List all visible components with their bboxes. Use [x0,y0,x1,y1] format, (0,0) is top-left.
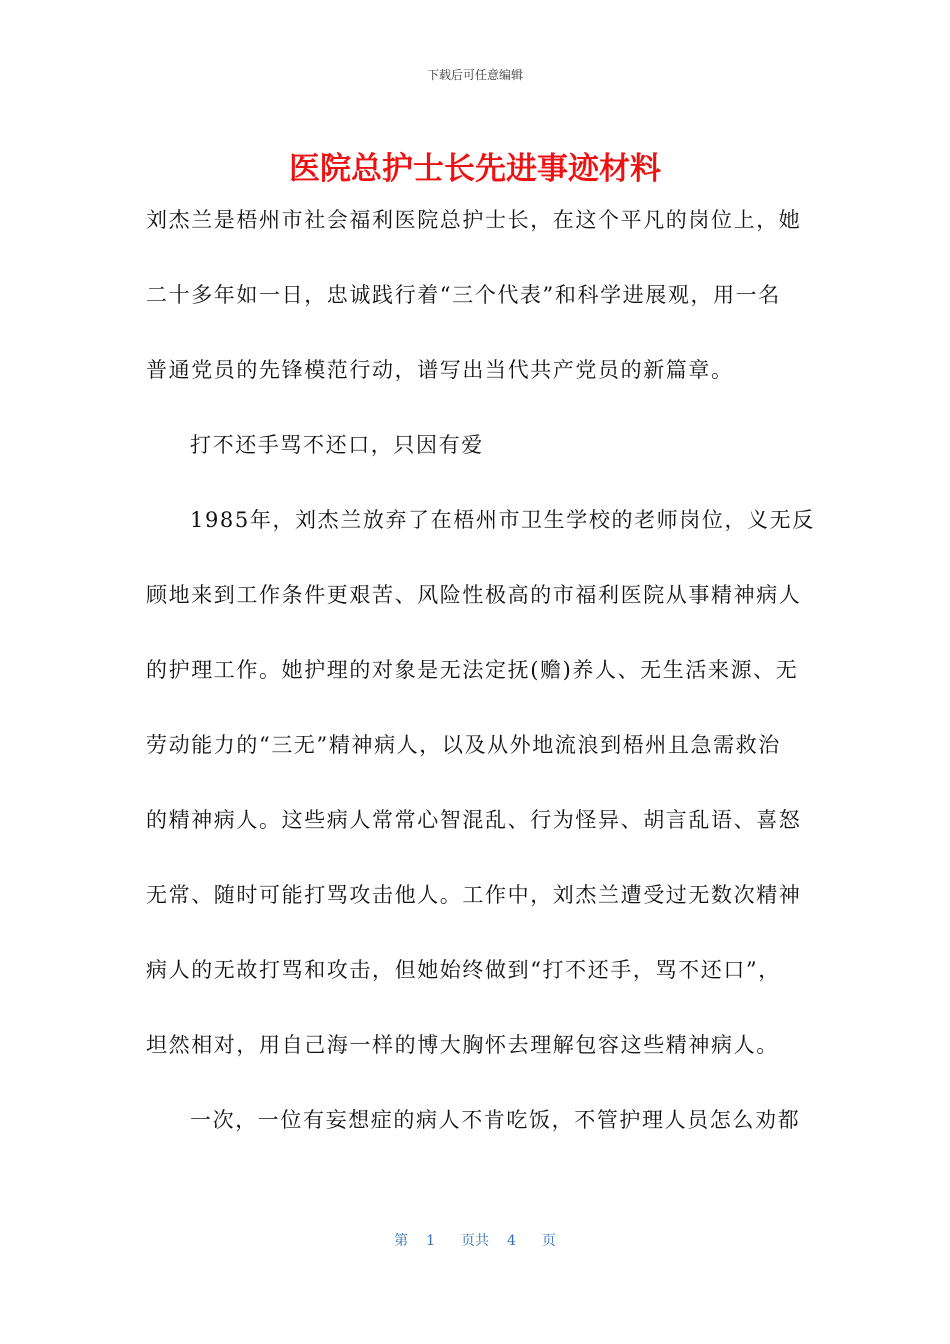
footer-total-pages: 4 [507,1233,516,1249]
footer-current-page: 1 [426,1233,435,1249]
footer-middle: 页共 [461,1233,489,1249]
paragraph-line: 刘杰兰是梧州市社会福利医院总护士长，在这个平凡的岗位上，她 [146,208,802,232]
paragraph-line: 的护理工作。她护理的对象是无法定抚(赡)养人、无生活来源、无 [146,658,799,682]
footer-prefix: 第 [394,1233,409,1249]
paragraph-line: 普通党员的先锋模范行动，谱写出当代共产党员的新篇章。 [146,358,734,382]
paragraph-line: 的精神病人。这些病人常常心智混乱、行为怪异、胡言乱语、喜怒 [146,808,802,832]
document-title: 医院总护士长先进事迹材料 [289,151,661,187]
paragraph-line: 病人的无故打骂和攻击，但她始终做到“打不还手，骂不还口”， [146,958,781,982]
paragraph-line: 二十多年如一日，忠诚践行着“三个代表”和科学进展观，用一名 [146,283,781,307]
footer-suffix: 页 [541,1233,556,1249]
paragraph-line: 劳动能力的“三无”精神病人，以及从外地流浪到梧州且急需救治 [146,733,781,757]
paragraph-line: 无常、随时可能打骂攻击他人。工作中，刘杰兰遭受过无数次精神 [146,883,802,907]
header-note: 下载后可任意编辑 [426,68,523,82]
paragraph-line: 一次，一位有妄想症的病人不肯吃饭，不管护理人员怎么劝都 [190,1108,801,1132]
section-heading: 打不还手骂不还口，只因有爱 [190,433,484,457]
paragraph-line: 顾地来到工作条件更艰苦、风险性极高的市福利医院从事精神病人 [146,583,802,607]
paragraph-line: 坦然相对，用自己海一样的博大胸怀去理解包容这些精神病人。 [146,1033,779,1057]
paragraph-line: 1985年，刘杰兰放弃了在梧州市卫生学校的老师岗位，义无反 [190,508,815,532]
page-footer [0,1230,950,1250]
